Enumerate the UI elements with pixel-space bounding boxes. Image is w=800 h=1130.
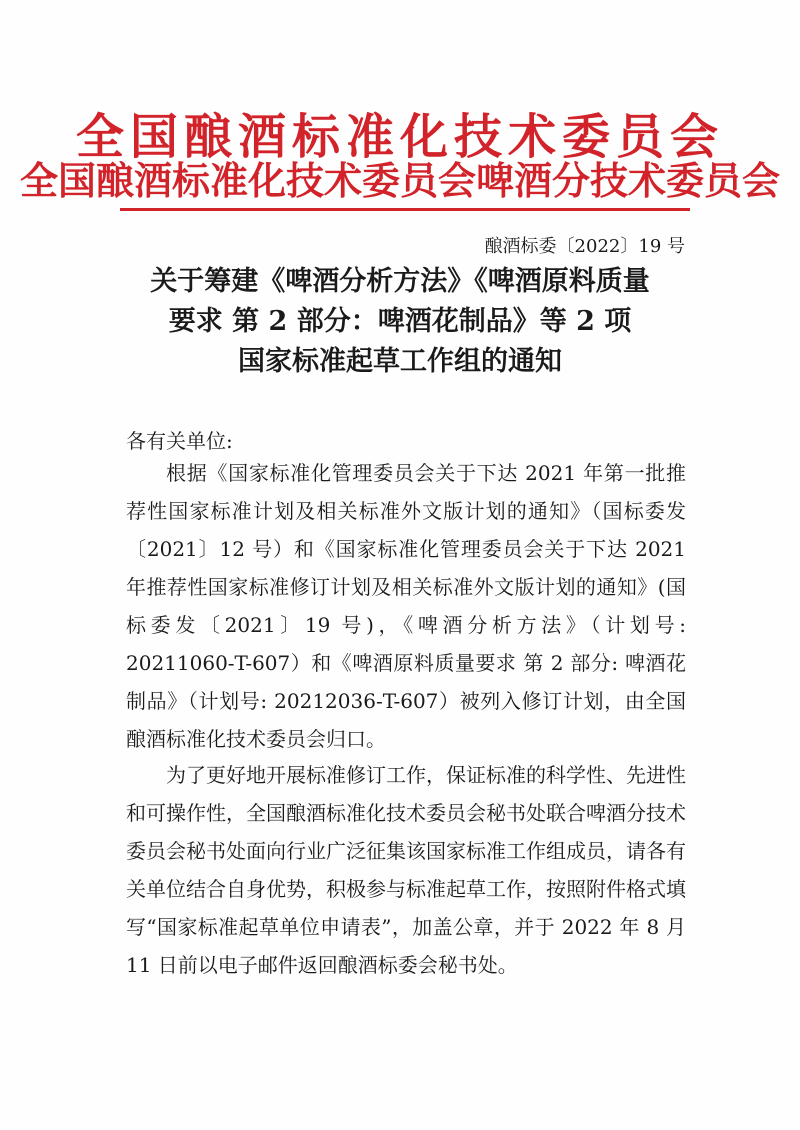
header-sub-organization: 全国酿酒标准化技术委员会啤酒分技术委员会 — [19, 159, 780, 203]
document-title — [0, 262, 800, 382]
header-divider — [120, 208, 690, 211]
title-line-2: 要求 第 2 部分：啤酒花制品》等 2 项 — [168, 306, 632, 337]
title-line-3: 国家标准起草工作组的通知 — [238, 346, 562, 377]
salutation: 各有关单位: — [126, 429, 233, 453]
body-paragraph-2: 为了更好地开展标准修订工作，保证标准的科学性、先进性和可操作性，全国酿酒标准化技术委员会秘书处联合啤酒分技术委员会秘书处面向行业广泛征集该国家标准工作组成员，请各有关单位结合自身优势，积极参与标准起草工作，按照附件格式填写“国家标准起草单位申请表”，加盖公章，并于 2022 年 8 月 11 日前以电子邮件返回酿酒标委会秘书处。 — [126, 763, 686, 977]
title-line-1: 关于筹建《啤酒分析方法》《啤酒原料质量 — [150, 266, 650, 297]
document-number: 酿酒标委〔2022〕19 号 — [484, 236, 685, 257]
header-organization: 全国酿酒标准化技术委员会 — [75, 109, 724, 165]
body-paragraph-1: 根据《国家标准化管理委员会关于下达 2021 年第一批推荐性国家标准计划及相关标准外文版计划的通知》（国标委发〔2021〕12 号）和《国家标准化管理委员会关于下达 2021 年推荐性国家标准修订计划及相关标准外文版计划的通知》(国标委发〔2021〕19 号)，《啤酒分析方法》（计划号: 20211060-T-607）和《啤酒原料质量要求 第 2 部分: 啤酒花制品》（计划号: 20212036-T-607）被列入修订计划，由全国酿酒标准化技术委员会归口。 — [126, 461, 686, 751]
